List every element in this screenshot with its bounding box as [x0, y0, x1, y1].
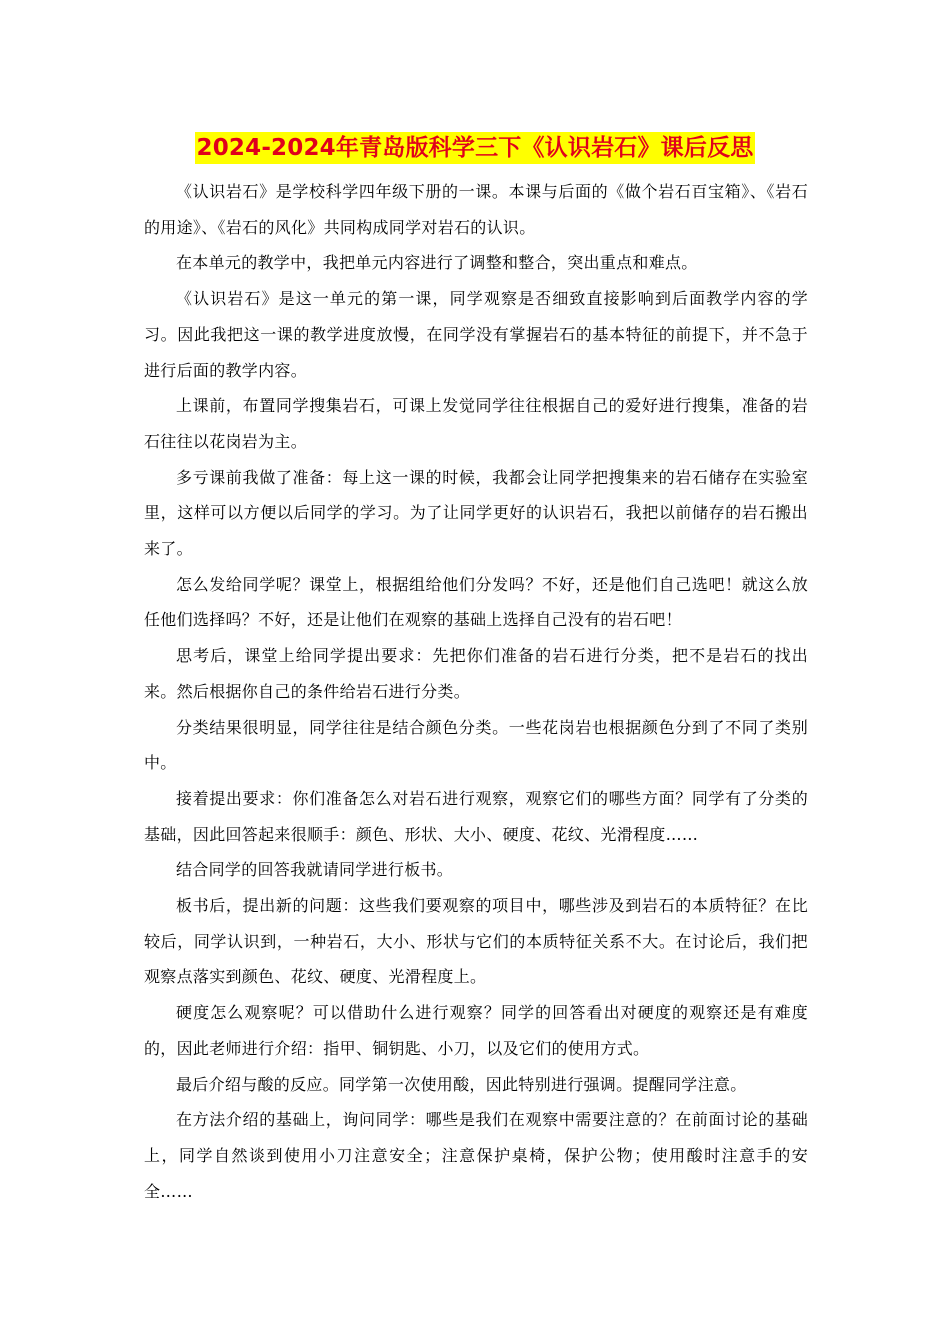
- paragraph: 板书后，提出新的问题：这些我们要观察的项目中，哪些涉及到岩石的本质特征？在比较后，同学认识到，一种岩石，大小、形状与它们的本质特征关系不大。在讨论后，我们把观察点落实到颜色、花纹、硬度、光滑程度上。: [144, 896, 808, 987]
- document-title: 2024-2024年青岛版科学三下《认识岩石》课后反思: [195, 132, 756, 164]
- paragraph: 接着提出要求：你们准备怎么对岩石进行观察，观察它们的哪些方面？同学有了分类的基础，因此回答起来很顺手：颜色、形状、大小、硬度、花纹、光滑程度……: [144, 788, 808, 844]
- document-body: [144, 174, 808, 1209]
- paragraph: 思考后，课堂上给同学提出要求：先把你们准备的岩石进行分类，把不是岩石的找出来。然后根据你自己的条件给岩石进行分类。: [144, 646, 808, 701]
- paragraph: 硬度怎么观察呢？可以借助什么进行观察？同学的回答看出对硬度的观察还是有难度的，因此老师进行介绍：指甲、铜钥匙、小刀，以及它们的使用方式。: [144, 1003, 808, 1058]
- paragraph: 结合同学的回答我就请同学进行板书。: [176, 860, 454, 880]
- paragraph: 怎么发给同学呢？课堂上，根据组给他们分发吗？不好，还是他们自己选吧！就这么放任他们选择吗？不好，还是让他们在观察的基础上选择自己没有的岩石吧！: [144, 574, 808, 630]
- paragraph: 分类结果很明显，同学往往是结合颜色分类。一些花岗岩也根据颜色分到了不同了类别中。: [144, 717, 808, 773]
- paragraph: 多亏课前我做了准备：每上这一课的时候，我都会让同学把搜集来的岩石储存在实验室里，这样可以方便以后同学的学习。为了让同学更好的认识岩石，我把以前储存的岩石搬出来了。: [144, 467, 808, 559]
- paragraph: 上课前，布置同学搜集岩石，可课上发觉同学往往根据自己的爱好进行搜集，准备的岩石往往以花岗岩为主。: [144, 396, 808, 451]
- paragraph: 《认识岩石》是这一单元的第一课，同学观察是否细致直接影响到后面教学内容的学习。因此我把这一课的教学进度放慢，在同学没有掌握岩石的基本特征的前提下，并不急于进行后面的教学内容。: [144, 289, 808, 380]
- paragraph: 在方法介绍的基础上，询问同学：哪些是我们在观察中需要注意的？在前面讨论的基础上，同学自然谈到使用小刀注意安全；注意保护桌椅，保护公物；使用酸时注意手的安全……: [144, 1110, 808, 1201]
- paragraph: 最后介绍与酸的反应。同学第一次使用酸，因此特别进行强调。提醒同学注意。: [176, 1074, 747, 1094]
- paragraph: 《认识岩石》是学校科学四年级下册的一课。本课与后面的《做个岩石百宝箱》、《岩石的用途》、《岩石的风化》共同构成同学对岩石的认识。: [144, 182, 808, 237]
- title-container: [0, 132, 950, 164]
- paragraph: 在本单元的教学中，我把单元内容进行了调整和整合，突出重点和难点。: [176, 253, 698, 273]
